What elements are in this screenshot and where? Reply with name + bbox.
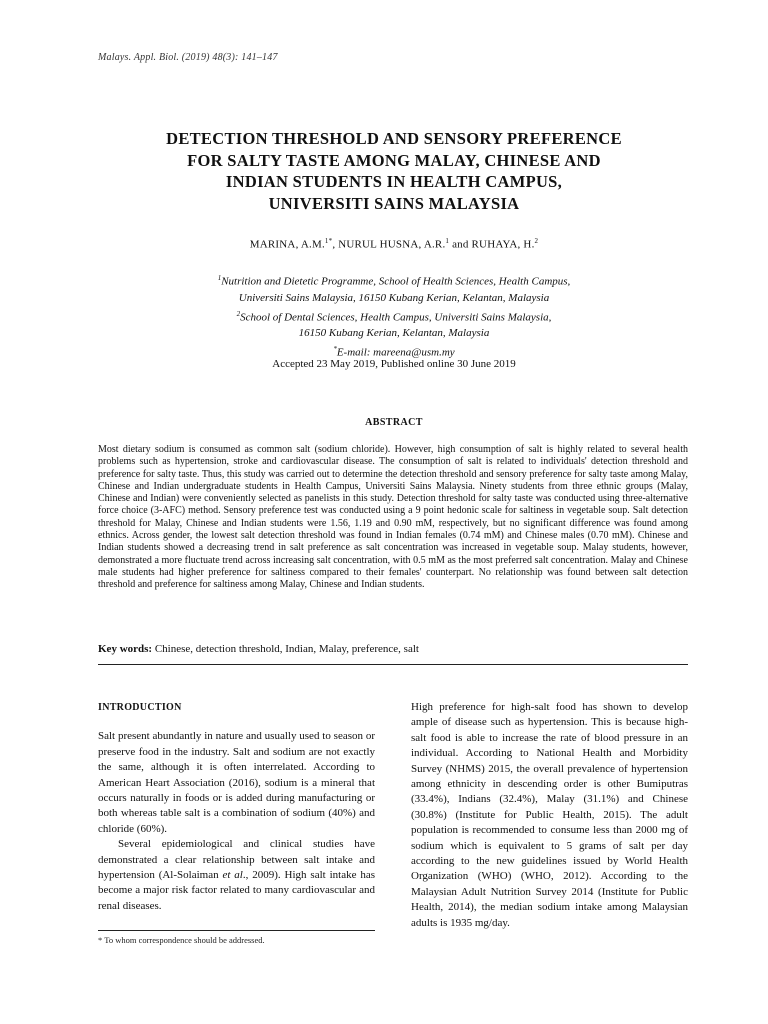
- intro-paragraph: Salt present abundantly in nature and usually used to season or preserve food in the industry. Salt and sodium are not exactly the same, although it is often interrelated. According to American Heart Association (2016), sodium is a mineral that occurs naturally in foods or is added during manufacturing or both whereas table salt is a combination of sodium (40%) and chloride (60%).: [98, 730, 375, 835]
- author-superscript: 1*: [324, 237, 333, 245]
- title-line: INDIAN STUDENTS IN HEALTH CAMPUS,: [225, 172, 563, 191]
- intro-paragraph: High preference for high-salt food has shown to develop ample of disease such as hypertension. This is because high-salt food is able to increase the rate of blood pressure in an individual. According to National Health and Morbidity Survey (NHMS) 2015, the overall prevalence of hypertension among ethnicity in descending order is other Bumiputras (33.4%), Indians (32.4%), Malay (31.1%) and Chinese (30.8%) (Institute for Public Health, 2015). The adult population is recommended to consume less than 2000 mg of sodium which is equivalent to 5 grams of salt per day according to the new guidelines issued by World Health Organization (WHO) (WHO, 2012). According to the Malaysian Adult Nutrition Survey 2014 (Institute for Public Health, 2014), the median sodium intake among Malaysian adults is 1935 mg/day.: [411, 701, 688, 929]
- author-list: [80, 237, 708, 251]
- title-line: FOR SALTY TASTE AMONG MALAY, CHINESE AND: [187, 150, 601, 170]
- affiliation-line: Universiti Sains Malaysia, 16150 Kubang Kerian, Kelantan, Malaysia: [238, 291, 550, 304]
- email-text: E-mail: mareena@usm.my: [336, 346, 455, 359]
- title-line: DETECTION THRESHOLD AND SENSORY PREFERENCE: [166, 129, 622, 148]
- author-superscript: 1: [445, 237, 450, 245]
- paragraph-italic: et al: [222, 869, 243, 882]
- keywords: [98, 643, 688, 655]
- keywords-text: Chinese, detection threshold, Indian, Malay, preference, salt: [152, 643, 419, 655]
- author-superscript: 2: [534, 237, 539, 245]
- introduction-heading: INTRODUCTION: [98, 702, 182, 713]
- affiliation-line: [80, 270, 708, 290]
- section-divider: [98, 664, 688, 665]
- right-column: [411, 700, 688, 931]
- affiliation-superscript: 1: [217, 274, 222, 282]
- footnote: * To whom correspondence should be addressed.: [98, 935, 265, 945]
- left-column: [98, 700, 375, 914]
- affiliation-line: 16150 Kubang Kerian, Kelantan, Malaysia: [298, 327, 490, 340]
- email-superscript: *: [333, 345, 337, 354]
- paragraph-text: Several epidemiological and clinical studies have demonstrated a clear relationship between salt intake and hypertension (Al-Solaiman: [98, 838, 375, 882]
- affiliation-text: Nutrition and Dietetic Programme, School of Health Sciences, Health Campus,: [221, 275, 571, 288]
- affiliation-superscript: 2: [236, 309, 241, 318]
- abstract-text: Most dietary sodium is consumed as common salt (sodium chloride). However, high consumption of salt is highly related to several health problems such as hypertension, stroke and cardiovascular disease. The consumption of salt is related to individuals' detection threshold and preference for salty taste. Thus, this study was carried out to determine the detection threshold and sensory preference for salty taste among Malay, Chinese and Indian undergraduate students in Health Campus, Universiti Sains Malaysia. Ninety students from three ethnic groups (Malay, Chinese and Indian) were conveniently selected as panelists in this study. Detection threshold for salty taste was conducted using three-alternative force choice (3-AFC) method. Sensory preference test was conducted using a 9 point hedonic scale for saltiness in vegetable soup. Salt detection threshold for Malay, Chinese and Indian students were 1.56, 1.19 and 0.90 mM, respectively, but no significant difference was found among ethnics. Across gender, the lowest salt detection threshold was found in Indian females (0.74 mM) and Chinese males (0.70 mM). Chinese and Indian students showed a decreasing trend in salt preference as salt concentration was increased in vegetable soup. Malay students, however, demonstrated a more fluctuate trend across increasing salt concentration, with 0.5 mM as the most preferred salt concentration. Malay and Chinese male students had higher preference for saltiness compared to their females' counterpart. No relationship was found between salt detection threshold and preference for saltiness among Malay, Chinese and Indian students.: [98, 444, 688, 591]
- affiliation-text: School of Dental Sciences, Health Campus, Universiti Sains Malaysia,: [240, 311, 552, 324]
- publication-dates: Accepted 23 May 2019, Published online 30 June 2019: [272, 358, 516, 370]
- paragraph-text: ., 2009). High salt intake has become a major risk factor related to many cardiovascular and renal diseases.: [98, 869, 376, 912]
- author-name: , NURUL HUSNA, A.R.: [332, 238, 446, 251]
- title-line: UNIVERSITI SAINS MALAYSIA: [268, 193, 520, 213]
- author-name: MARINA, A.M.: [249, 238, 325, 251]
- paper-title: [80, 128, 708, 214]
- footnote-divider: [98, 930, 375, 931]
- keywords-label: Key words:: [98, 643, 153, 655]
- affiliations: [80, 270, 708, 361]
- abstract-heading: ABSTRACT: [365, 417, 423, 428]
- author-name: and RUHAYA, H.: [449, 238, 535, 251]
- intro-paragraph: [98, 837, 375, 914]
- journal-citation: Malays. Appl. Biol. (2019) 48(3): 141–147: [98, 52, 278, 63]
- affiliation-line: [80, 306, 708, 326]
